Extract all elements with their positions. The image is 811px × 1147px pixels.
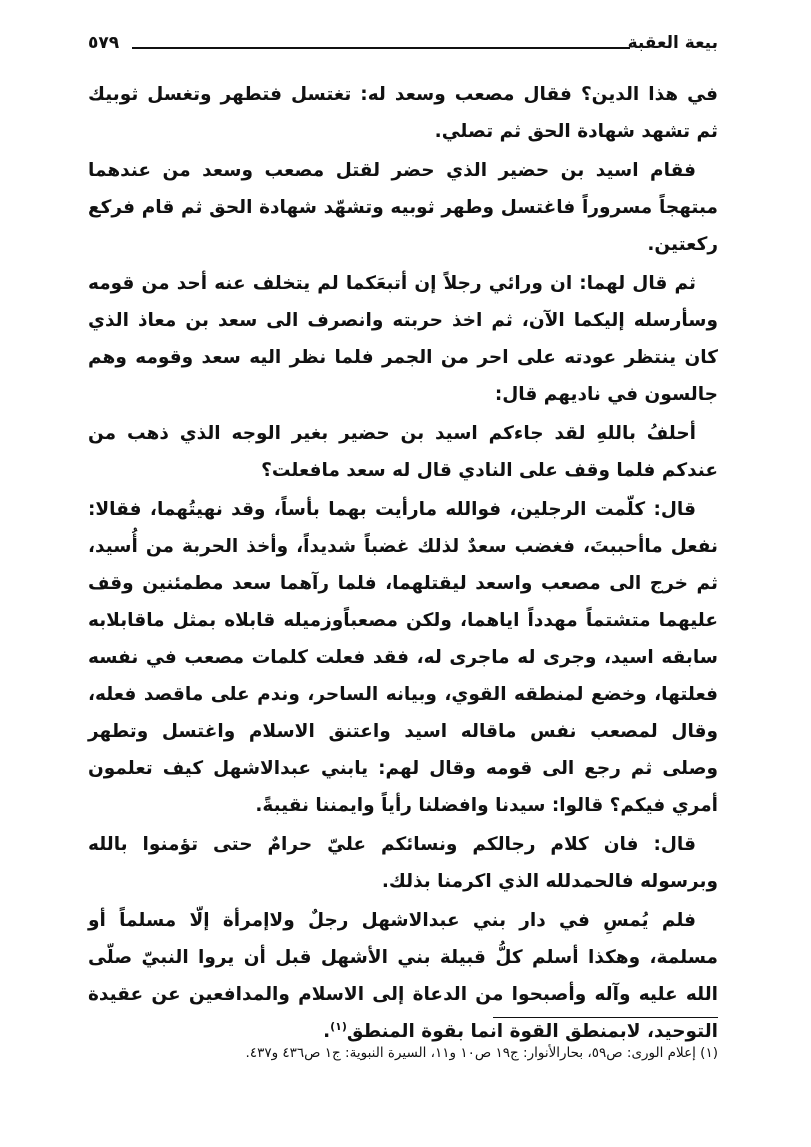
- footnote-rule: [493, 1017, 718, 1018]
- paragraph: قال: كلّمت الرجلين، فوالله مارأيت بهما بأساً، وقد نهيتُهما، فقالا: نفعل ماأحببتَ، فغضب سعدٌ لذلك غضباً شديداً، وأخذ الحربة من أُسيد، ثم خرج الى مصعب واسعد ليقتلهما، فلما رآهما سعد مطمئنين وقف عليهما متشتماً مهدداً اياهما، ولكن مصعباًوزميله قابلاه بمثل ماقابلابه سابقه اسيد، وجرى له ماجرى له، فقد فعلت كلمات مصعب في نفسه فعلتها، وخضع لمنطقه القوي، وبيانه الساحر، وندم على ماقصد فعله، وقال لمصعب نفس ماقاله اسيد واعتنق الاسلام واغتسل وتطهر وصلى ثم رجع الى قومه وقال لهم: يابني عبدالاشهل كيف تعلمون أمري فيكم؟ قالوا: سيدنا وافضلنا رأياً وايمننا نقيبةً.: [88, 499, 718, 816]
- paragraph: قال: فان كلام رجالكم ونسائكم عليّ حرامٌ حتى تؤمنوا بالله وبرسوله فالحمدلله الذي اكرمنا بذلك.: [88, 834, 718, 892]
- paragraph: ثم قال لهما: ان ورائي رجلاً إن أتبعَكما لم يتخلف عنه أحد من قومه وسأرسله إليكما الآن، ثم اخذ حربته وانصرف الى سعد بن معاذ الذي كان ينتظر عودته على احر من الجمر فلما نظر اليه سعد وقومه وهم جالسون في ناديهم قال:: [88, 273, 718, 405]
- final-period: .: [323, 1021, 331, 1042]
- paragraph: فقام اسيد بن حضير الذي حضر لقتل مصعب وسعد من عندهما مبتهجاً مسروراً فاغتسل وطهر ثوبيه وتشهّد شهادة الحق ثم قام فركع ركعتين.: [88, 160, 718, 255]
- paragraph-final: [88, 902, 718, 1050]
- paragraph: في هذا الدين؟ فقال مصعب وسعد له: تغتسل فتطهر وتغسل ثوبيك ثم تشهد شهادة الحق ثم تصلي.: [88, 84, 718, 142]
- footnote-reference[interactable]: (١): [330, 1019, 347, 1033]
- body-text: [88, 76, 718, 1050]
- running-title: بيعة العقبة: [627, 33, 718, 53]
- paragraph: أحلفُ باللهِ لقد جاءكم اسيد بن حضير بغير الوجه الذي ذهب من عندكم فلما وقف على النادي قال له سعد مافعلت؟: [88, 423, 718, 481]
- page-number: ٥٧٩: [88, 33, 120, 53]
- page-header: [88, 30, 718, 58]
- paragraph-final-text: فلم يُمسِ في دار بني عبدالاشهل رجلٌ ولاإمرأة إلّا مسلماً أو مسلمة، وهكذا أسلم كلُّ قبيلة بني الأشهل قبل أن يروا النبيّ صلّى الله عليه وآله وأصبحوا من الدعاة إلى الاسلام والمدافعين عن عقيدة التوحيد، لابمنطق القوة انما بقوة المنطق: [88, 910, 718, 1042]
- header-rule: [132, 47, 630, 49]
- footnote: (١) إعلام الورى: ص٥٩، بحارالأنوار: ج١٩ ص١٠ و١١، السيرة النبوية: ج١ ص٤٣٦ و٤٣٧.: [245, 1045, 718, 1061]
